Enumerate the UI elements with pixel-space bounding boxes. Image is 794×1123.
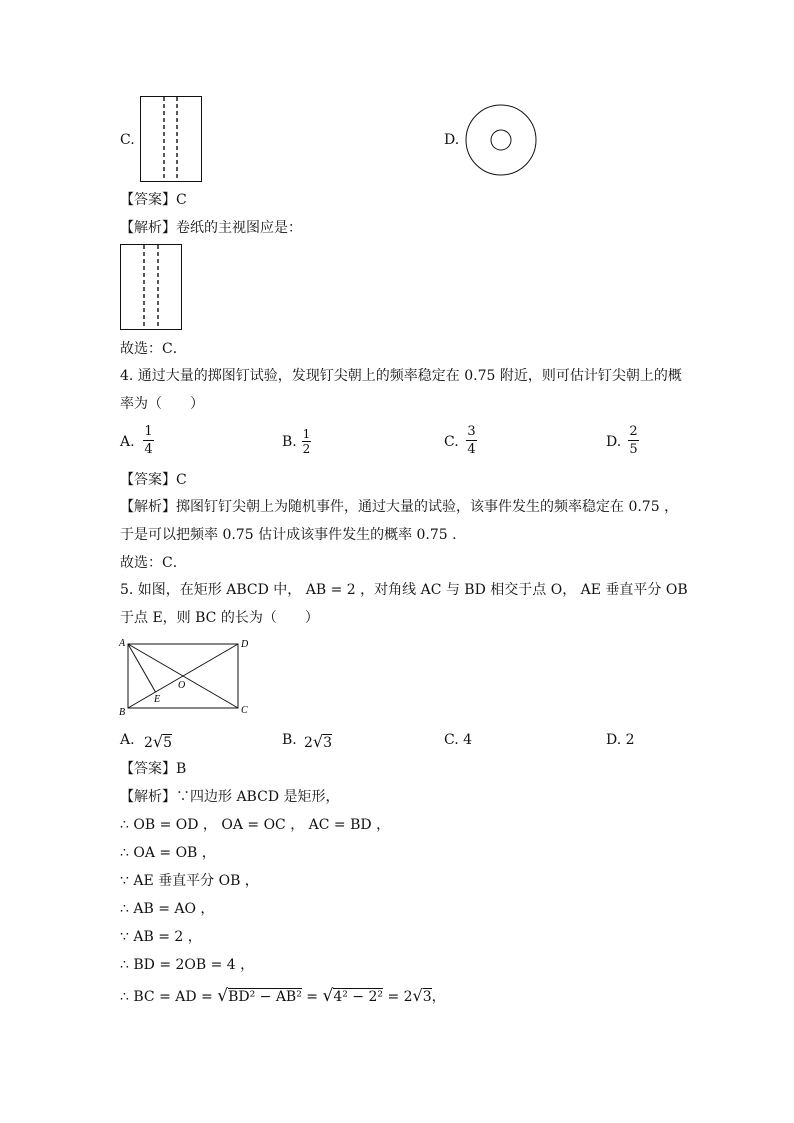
q5-label-c: C <box>241 705 248 716</box>
q4-option-a-label: A. <box>120 434 135 450</box>
q5-analysis-line5: ∴ AB = AO ， <box>120 901 215 917</box>
q5-option-b-value: 2√3 <box>304 732 333 751</box>
q5-option-c: C. 4 <box>444 732 473 748</box>
q5-label-b: B <box>119 707 126 718</box>
q5-option-a-label: A. <box>120 732 135 748</box>
q4-answer: 【答案】C <box>120 472 187 488</box>
q5-analysis-line4: ∵ AE 垂直平分 OB ， <box>120 873 259 889</box>
q5-stem-line2: 于点 E，则 BC 的长为（ ） <box>120 610 319 626</box>
q4-conclusion: 故选：C． <box>120 555 187 571</box>
q4-stem-line2: 率为（ ） <box>120 396 204 412</box>
q5-rectangle-figure <box>116 636 256 718</box>
q4-analysis-line1: 【解析】掷图钉钉尖朝上为随机事件，通过大量的试验，该事件发生的频率稳定在 0.75 ， <box>120 499 679 515</box>
q5-option-a-value: 2√5 <box>144 732 173 751</box>
q3-conclusion: 故选：C． <box>120 341 187 357</box>
q4-option-b-fraction: 1 2 <box>302 427 311 456</box>
q5-option-d: D. 2 <box>606 732 635 748</box>
q5-analysis-line3: ∴ OA = OB ， <box>120 845 216 861</box>
q3-analysis-figure <box>120 244 182 330</box>
q3-option-c-label: C. <box>120 132 135 148</box>
q5-analysis-final-line: ∴ BC = AD = √BD² − AB² = √4² − 2² = 2√3， <box>120 986 446 1006</box>
q5-analysis-line1: 【解析】∵四边形 ABCD 是矩形， <box>120 789 340 805</box>
q4-option-c-label: C. <box>444 434 459 450</box>
q4-option-d-fraction: 2 5 <box>629 424 638 457</box>
q4-stem-line1: 4. 通过大量的掷图钉试验，发现钉尖朝上的频率稳定在 0.75 附近，则可估计钉尖朝上的概 <box>120 368 682 384</box>
q3-analysis: 【解析】卷纸的主视图应是： <box>120 220 302 236</box>
q5-analysis-line7: ∴ BD = 2OB = 4 ， <box>120 957 255 973</box>
q4-option-a-fraction: 1 4 <box>144 424 153 457</box>
q5-label-e: E <box>154 694 161 705</box>
q4-option-b-label: B. <box>282 434 297 450</box>
q5-stem-line1: 5. 如图，在矩形 ABCD 中， AB = 2 ，对角线 AC 与 BD 相交于点 O， AE 垂直平分 OB <box>120 582 688 598</box>
q3-option-d-label: D. <box>444 132 460 148</box>
q5-label-o: O <box>178 680 186 691</box>
q3-option-d-figure <box>464 103 538 177</box>
q4-option-c-fraction: 3 4 <box>467 424 476 457</box>
q3-option-c-figure <box>140 96 202 182</box>
q5-label-d: D <box>241 639 249 650</box>
q5-analysis-line6: ∵ AB = 2 ， <box>120 929 202 945</box>
q5-answer: 【答案】B <box>120 761 187 777</box>
q4-option-d-label: D. <box>606 434 622 450</box>
q5-label-a: A <box>119 638 126 649</box>
q5-option-b-label: B. <box>282 732 297 748</box>
q4-analysis-line2: 于是可以把频率 0.75 估计成该事件发生的概率 0.75 . <box>120 527 457 543</box>
q5-analysis-line2: ∴ OB = OD ， OA = OC ， AC = BD ， <box>120 817 391 833</box>
q3-answer: 【答案】C <box>120 192 187 208</box>
